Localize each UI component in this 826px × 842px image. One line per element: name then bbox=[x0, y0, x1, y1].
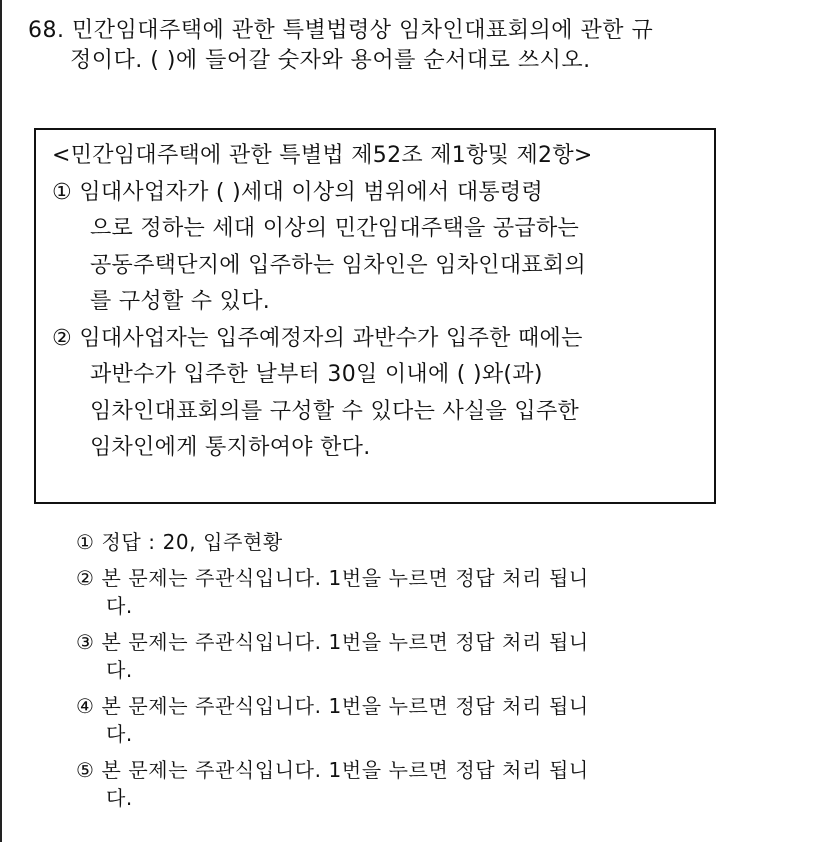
law-clause-2-line-3: 임차인대표회의를 구성할 수 있다는 사실을 입주한 bbox=[90, 398, 580, 424]
answer-option-2-text: ② 본 문제는 주관식입니다. 1번을 누르면 정답 처리 됩니 bbox=[76, 566, 589, 590]
answer-option-2-continuation: 다. bbox=[106, 594, 133, 618]
answer-option-1-text: ① 정답 : 20, 입주현황 bbox=[76, 530, 283, 554]
law-clause-2-line-4: 임차인에게 통지하여야 한다. bbox=[90, 435, 371, 460]
answer-option-2[interactable] bbox=[76, 564, 776, 620]
question-text bbox=[28, 16, 808, 76]
answer-options bbox=[76, 528, 776, 820]
answer-option-5[interactable] bbox=[76, 756, 776, 812]
law-clause-1-line-3: 공동주택단지에 입주하는 임차인은 임차인대표회의 bbox=[90, 252, 587, 278]
answer-option-3[interactable] bbox=[76, 628, 776, 684]
law-title: <민간임대주택에 관한 특별법 제52조 제1항및 제2항> bbox=[52, 143, 593, 168]
law-clause-2-line-2: 과반수가 입주한 날부터 30일 이내에 ( )와(과) bbox=[90, 362, 543, 387]
question-line-1: 68. 민간임대주택에 관한 특별법령상 임차인대표회의에 관한 규 bbox=[28, 18, 654, 43]
answer-option-4-continuation: 다. bbox=[106, 722, 133, 746]
law-excerpt-box bbox=[34, 128, 716, 504]
answer-option-1[interactable] bbox=[76, 528, 776, 556]
question-line-2: 정이다. ( )에 들어갈 숫자와 용어를 순서대로 쓰시오. bbox=[70, 48, 591, 73]
law-clause-1-line-4: 를 구성할 수 있다. bbox=[90, 289, 271, 314]
answer-option-4-text: ④ 본 문제는 주관식입니다. 1번을 누르면 정답 처리 됩니 bbox=[76, 694, 589, 718]
law-clause-2-line-1: ② 임대사업자는 입주예정자의 과반수가 입주한 때에는 bbox=[52, 325, 583, 351]
answer-option-3-text: ③ 본 문제는 주관식입니다. 1번을 누르면 정답 처리 됩니 bbox=[76, 630, 589, 654]
answer-option-3-continuation: 다. bbox=[106, 658, 133, 682]
law-clause-1-line-1: ① 임대사업자가 ( )세대 이상의 범위에서 대통령령 bbox=[52, 179, 544, 205]
answer-option-4[interactable] bbox=[76, 692, 776, 748]
answer-option-5-continuation: 다. bbox=[106, 786, 133, 810]
law-clause-1-line-2: 으로 정하는 세대 이상의 민간임대주택을 공급하는 bbox=[90, 216, 580, 241]
page-left-border bbox=[0, 0, 2, 842]
answer-option-5-text: ⑤ 본 문제는 주관식입니다. 1번을 누르면 정답 처리 됩니 bbox=[76, 758, 589, 782]
